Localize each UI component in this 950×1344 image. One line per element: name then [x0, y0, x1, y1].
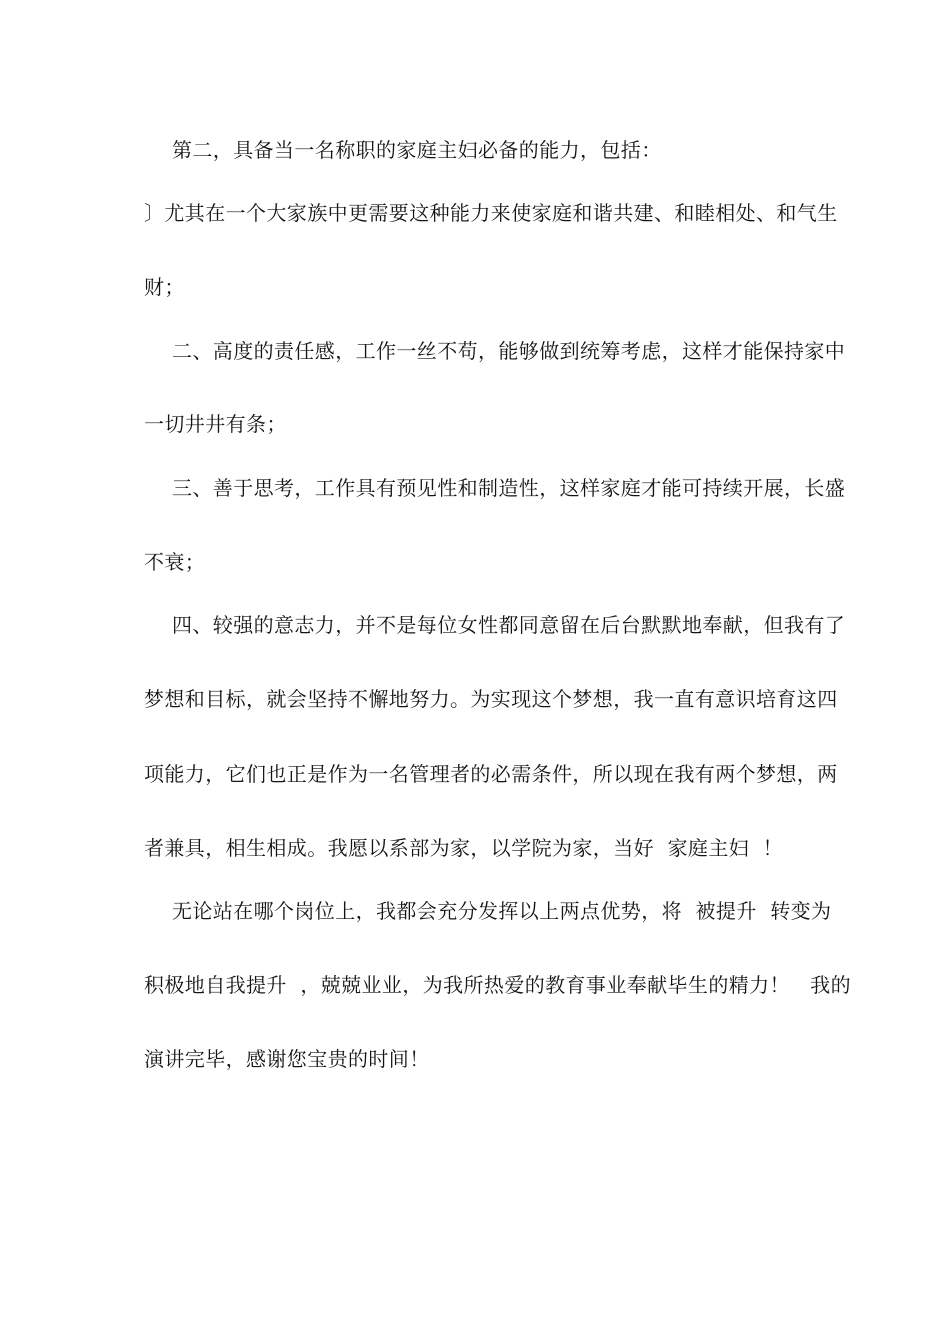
paragraph-line: 〕尤其在一个大家族中更需要这种能力来使家庭和谐共建、和睦相处、和气生 — [144, 201, 838, 225]
paragraph-line: 无论站在哪个岗位上，我都会充分发挥以上两点优势，将 被提升 转变为 — [172, 899, 832, 923]
paragraph-line: 二、高度的责任感，工作一丝不苟，能够做到统筹考虑，这样才能保持家中 — [172, 339, 846, 363]
paragraph-line: 演讲完毕，感谢您宝贵的时间！ — [144, 1047, 430, 1071]
paragraph-line: 财； — [144, 275, 185, 299]
paragraph-line: 不衰； — [144, 550, 206, 574]
paragraph-line: 三、善于思考，工作具有预见性和制造性，这样家庭才能可持续开展，长盛 — [172, 476, 846, 500]
paragraph-line: 梦想和目标，就会坚持不懈地努力。为实现这个梦想，我一直有意识培育这四 — [144, 687, 838, 711]
paragraph-line: 一切井井有条； — [144, 412, 287, 436]
paragraph-line: 者兼具，相生相成。我愿以系部为家，以学院为家，当好 家庭主妇 ！ — [144, 836, 784, 860]
paragraph-line: 四、较强的意志力，并不是每位女性都同意留在后台默默地奉献，但我有了 — [172, 613, 846, 637]
paragraph-line: 第二，具备当一名称职的家庭主妇必备的能力，包括： — [172, 138, 662, 162]
paragraph-line: 项能力，它们也正是作为一名管理者的必需条件，所以现在我有两个梦想，两 — [144, 762, 838, 786]
paragraph-line: 积极地自我提升 ，兢兢业业，为我所热爱的教育事业奉献毕生的精力！ 我的 — [144, 973, 851, 997]
